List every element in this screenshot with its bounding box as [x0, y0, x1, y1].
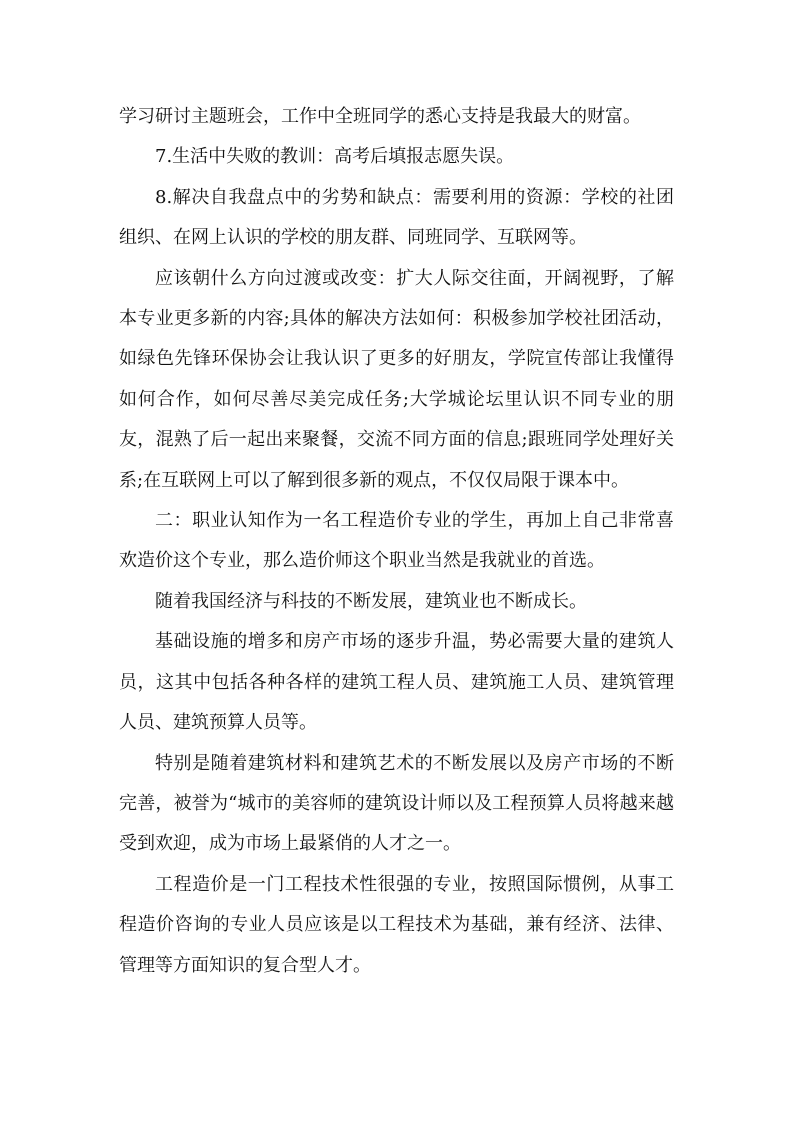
- paragraph-7: 基础设施的增多和房产市场的逐步升温，势必需要大量的建筑人员，这其中包括各种各样的建筑工程人员、建筑施工人员、建筑管理人员、建筑预算人员等。: [119, 631, 674, 734]
- paragraph-8: 特别是随着建筑材料和建筑艺术的不断发展以及房产市场的不断完善，被誉为“城市的美容师的建筑设计师以及工程预算人员将越来越受到欢迎，成为市场上最紧俏的人才之一。: [119, 752, 674, 855]
- paragraph-1: 学习研讨主题班会，工作中全班同学的悉心支持是我最大的财富。: [119, 106, 641, 127]
- paragraph-9: 工程造价是一门工程技术性很强的专业，按照国际惯例，从事工程造价咨询的专业人员应该是以工程技术为基础，兼有经济、法律、管理等方面知识的复合型人才。: [119, 873, 674, 976]
- paragraph-6: 随着我国经济与科技的不断发展，建筑业也不断成长。: [155, 590, 587, 612]
- document-body: [119, 97, 674, 986]
- paragraph-4: 应该朝什么方向过渡或改变：扩大人际交往面，开阔视野，了解本专业更多新的内容;具体的解决方法如何：积极参加学校社团活动，如绿色先锋环保协会让我认识了更多的好朋友，学院宣传部让我懂得如何合作，如何尽善尽美完成任务;大学城论坛里认识不同专业的朋友，混熟了后一起出来聚餐，交流不同方面的信息;跟班同学处理好关系;在互联网上可以了解到很多新的观点，不仅仅局限于课本中。: [119, 267, 674, 491]
- paragraph-3: 8.解决自我盘点中的劣势和缺点：需要利用的资源：学校的社团组织、在网上认识的学校的朋友群、同班同学、互联网等。: [119, 186, 674, 249]
- paragraph-2: 7.生活中失败的教训：高考后填报志愿失误。: [155, 146, 515, 168]
- paragraph-5: 二：职业认知作为一名工程造价专业的学生，再加上自己非常喜欢造价这个专业，那么造价师这个职业当然是我就业的首选。: [119, 510, 674, 572]
